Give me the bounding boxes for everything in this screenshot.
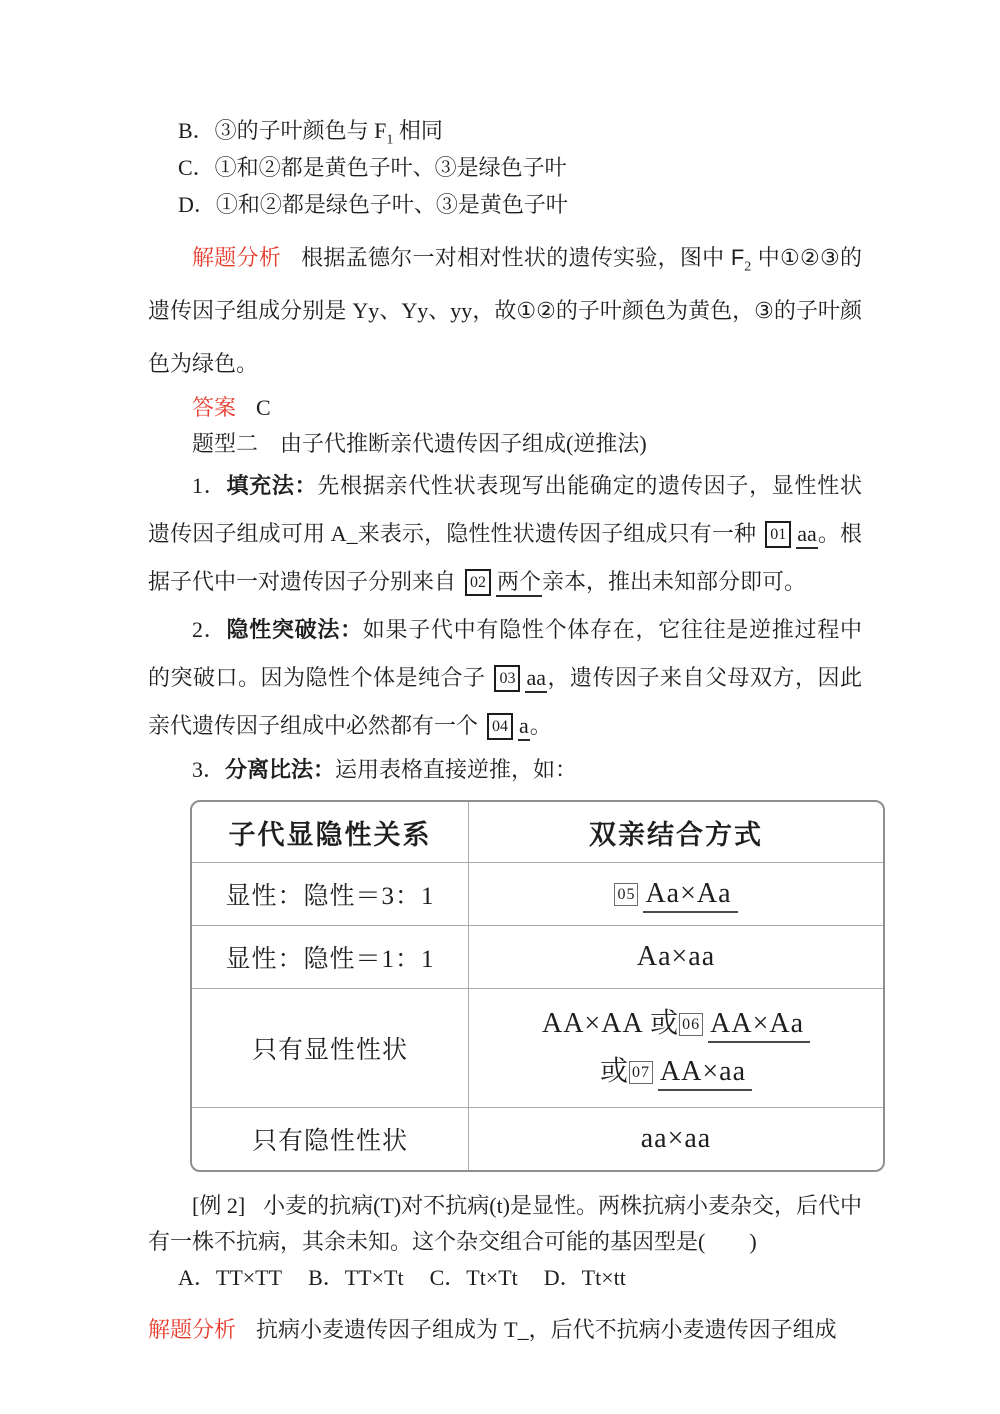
blank-answer-AAxaa: AA×aa bbox=[658, 1056, 752, 1091]
method1-text-2: 。根据子代中一对遗传因子分别来自 bbox=[148, 521, 862, 594]
table-row3-line1-text: AA×AA 或 bbox=[541, 1008, 680, 1039]
method-2-paragraph bbox=[148, 606, 862, 750]
example2-option-d: D．Tt×tt bbox=[543, 1265, 626, 1290]
answer-label: 答案 bbox=[192, 395, 237, 420]
analysis2-text-2: ，后代不抗病小麦遗传因子组成 bbox=[528, 1317, 837, 1342]
example2-option-a: A．TT×TT bbox=[178, 1265, 283, 1290]
answer-line bbox=[148, 390, 862, 426]
numbered-blank-02: 02 bbox=[465, 569, 491, 596]
table-row4-left-text: 只有隐性性状 bbox=[251, 1128, 408, 1155]
example2-options bbox=[148, 1260, 862, 1296]
table-header-offspring bbox=[192, 802, 469, 862]
analysis1-text-2: 中①②③的遗传因子组成分别是 bbox=[148, 245, 862, 323]
table-row3-right bbox=[469, 988, 883, 1107]
analysis-paragraph-2 bbox=[148, 1310, 862, 1350]
f1-subscript: 1 bbox=[386, 132, 394, 148]
table-row4-cross: aa×aa bbox=[640, 1123, 712, 1154]
method1-text-3: 亲本，推出未知部分即可。 bbox=[542, 569, 807, 594]
option-d bbox=[148, 186, 862, 223]
blank-answer-aa-2: aa bbox=[525, 665, 547, 693]
method2-text-3: 。 bbox=[529, 713, 552, 738]
blank-answer-two-parents: 两个 bbox=[496, 569, 542, 597]
analysis2-text-1: 抗病小麦遗传因子组成为 bbox=[256, 1317, 505, 1342]
answer-value: C bbox=[256, 395, 271, 420]
table-row3-line2-text: 或 bbox=[599, 1056, 629, 1087]
method3-number: 3． bbox=[192, 757, 226, 782]
table-header-parents-text: 双亲结合方式 bbox=[589, 819, 763, 850]
method2-text-2: ，遗传因子来自父母双方，因此亲代遗传因子组成中必然都有一个 bbox=[148, 665, 862, 738]
f2-subscript: 2 bbox=[744, 259, 752, 275]
topic2-heading bbox=[148, 426, 862, 462]
offspring-ratio-table bbox=[190, 800, 885, 1172]
blank-answer-AAxAa: AA×Aa bbox=[708, 1008, 810, 1043]
table-header-parents bbox=[469, 802, 883, 862]
table-header-offspring-text: 子代显隐性关系 bbox=[228, 819, 432, 850]
example2-option-c: C．Tt×Tt bbox=[429, 1265, 518, 1290]
method3-text-1: 运用表格直接逆推，如： bbox=[335, 757, 578, 782]
topic2-title: 题型二 由子代推断亲代遗传因子组成(逆推法) bbox=[192, 431, 647, 456]
table-row2-left bbox=[192, 925, 469, 988]
analysis1-text-3: ，故①②的子叶颜色为黄色，③的子叶颜色为绿色。 bbox=[148, 298, 863, 376]
analysis1-text-1: 根据孟德尔一对相对性状的遗传实验，图中 F bbox=[301, 245, 745, 270]
page-content bbox=[148, 112, 862, 1350]
method3-name: 分离比法： bbox=[225, 757, 336, 782]
example2-question: 小麦的抗病(T)对不抗病(t)是显性。两株抗病小麦杂交，后代中有一株不抗病，其余未知。这个杂交组合可能的基因型是( ) bbox=[148, 1193, 863, 1254]
example2-option-b: B．TT×Tt bbox=[308, 1265, 404, 1290]
table-row2-cross: Aa×aa bbox=[636, 941, 716, 972]
blank-answer-aa-1: aa bbox=[796, 521, 818, 549]
method1-name: 填充法： bbox=[226, 473, 318, 498]
option-b-text: B．③的子叶颜色与 F bbox=[178, 118, 387, 143]
numbered-blank-06: 06 bbox=[679, 1013, 703, 1036]
blank-answer-a: a bbox=[518, 713, 530, 741]
option-c-text: C．①和②都是黄色子叶、③是绿色子叶 bbox=[178, 155, 567, 180]
table-row3-line2 bbox=[600, 1048, 752, 1096]
table-row3-left bbox=[192, 988, 469, 1107]
analysis2-genotype: T_ bbox=[504, 1317, 529, 1342]
analysis-paragraph-1 bbox=[148, 231, 862, 390]
table-row2-left-text: 显性：隐性＝1：1 bbox=[225, 946, 435, 973]
numbered-blank-07: 07 bbox=[629, 1061, 653, 1084]
numbered-blank-03: 03 bbox=[494, 665, 520, 692]
method1-text-1: 先根据亲代性状表现写出能确定的遗传因子，显性性状遗传因子组成可用 A_来表示，隐性性状遗传因子组成只有一种 bbox=[148, 473, 862, 546]
option-d-text: D．①和②都是绿色子叶、③是黄色子叶 bbox=[178, 192, 568, 217]
numbered-blank-01: 01 bbox=[765, 521, 791, 548]
option-b-tail: 相同 bbox=[393, 118, 443, 143]
method-3-paragraph bbox=[148, 750, 862, 790]
table-row4-right bbox=[469, 1107, 883, 1170]
table-row3-line1 bbox=[542, 1000, 810, 1048]
table-row1-cross bbox=[614, 878, 737, 910]
table-row1-left-text: 显性：隐性＝3：1 bbox=[225, 883, 435, 910]
numbered-blank-05: 05 bbox=[614, 883, 638, 906]
method1-number: 1． bbox=[192, 473, 227, 498]
table-row4-left bbox=[192, 1107, 469, 1170]
blank-answer-AaxAa: Aa×Aa bbox=[643, 878, 737, 913]
table-row2-right bbox=[469, 925, 883, 988]
example2-paragraph bbox=[148, 1188, 862, 1260]
option-b bbox=[148, 112, 862, 149]
example2-tag: [例 2] bbox=[192, 1193, 246, 1218]
table-row3-left-text: 只有显性性状 bbox=[251, 1037, 408, 1064]
analysis2-label: 解题分析 bbox=[148, 1317, 237, 1342]
table-row1-right bbox=[469, 862, 883, 925]
method2-number: 2． bbox=[192, 617, 227, 642]
analysis1-genotypes: Yy、Yy、yy bbox=[352, 298, 473, 323]
method2-name: 隐性突破法： bbox=[226, 617, 363, 642]
analysis-label: 解题分析 bbox=[192, 245, 282, 270]
method2-text-1: 如果子代中有隐性个体存在，它往往是逆推过程中的突破口。因为隐性个体是纯合子 bbox=[148, 617, 862, 690]
method-1-paragraph bbox=[148, 462, 862, 606]
table-row1-left bbox=[192, 862, 469, 925]
numbered-blank-04: 04 bbox=[487, 713, 513, 740]
option-c bbox=[148, 149, 862, 186]
